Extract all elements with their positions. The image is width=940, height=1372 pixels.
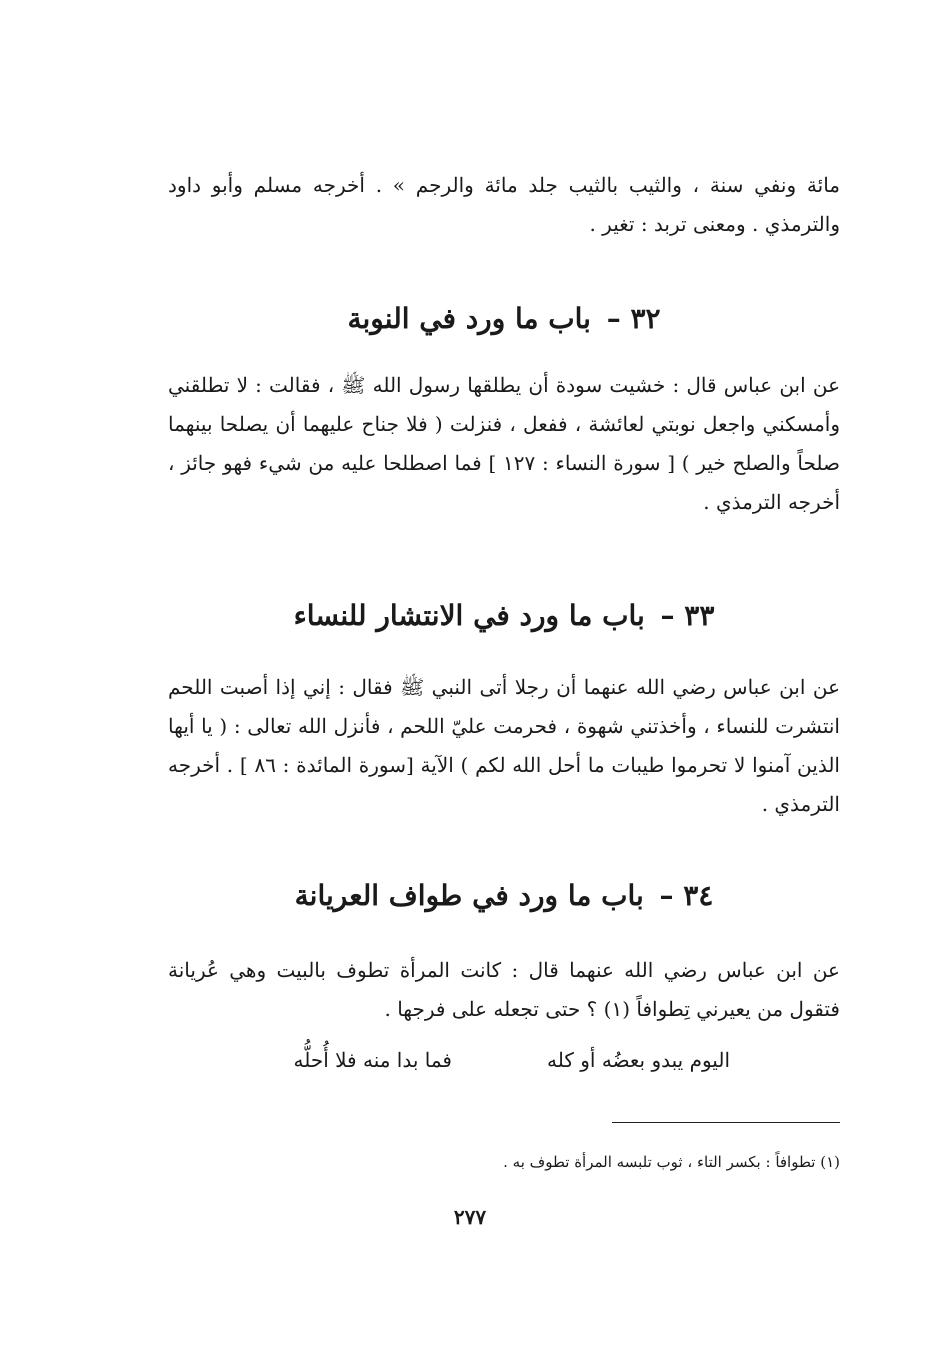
section-34-title: باب ما ورد في طواف العريانة xyxy=(294,879,644,912)
footnote-text: (١) تطوافاً : بكسر التاء ، ثوب تلبسه المرأة تطوف به . xyxy=(503,1153,840,1171)
intro-text: مائة ونفي سنة ، والثيب بالثيب جلد مائة والرجم » . أخرجه مسلم وأبو داود والترمذي . ومعنى تربد : تغير . xyxy=(168,173,840,236)
section-32-text: عن ابن عباس قال : خشيت سودة أن يطلقها رسول الله ﷺ ، فقالت : لا تطلقني وأمسكني واجعل نوبتي لعائشة ، ففعل ، فنزلت ( فلا جناح عليهما أن يصلحا بينهما صلحاً والصلح خير ) [ سورة النساء : ١٢٧ ] فما اصطلحا عليه من شيء فهو جائز ، أخرجه الترمذي . xyxy=(168,373,841,514)
verse-first-hemistich: اليوم يبدو بعضُه أو كله xyxy=(547,1048,730,1072)
page-number: ٢٧٧ xyxy=(453,1205,487,1229)
section-32-body xyxy=(168,366,840,522)
section-32-title: باب ما ورد في النوبة xyxy=(347,302,591,335)
section-33-body xyxy=(168,668,840,824)
section-33-number: ٣٣ – xyxy=(660,599,715,632)
footnote-separator xyxy=(612,1122,840,1123)
section-33-title: باب ما ورد في الانتشار للنساء xyxy=(293,599,645,632)
section-32-number: ٣٢ – xyxy=(606,302,661,335)
section-32-heading xyxy=(168,299,840,339)
section-34-text: عن ابن عباس رضي الله عنهما قال : كانت المرأة تطوف بالبيت وهي عُريانة فتقول من يعيرني تِطوافاً (١) ؟ حتى تجعله على فرجها . xyxy=(168,958,840,1021)
section-33-text: عن ابن عباس رضي الله عنهما أن رجلا أتى النبي ﷺ فقال : إني إذا أصبت اللحم انتشرت للنساء ، وأخذتني شهوة ، فحرمت عليّ اللحم ، فأنزل الله تعالى : ( يا أيها الذين آمنوا لا تحرموا طيبات ما أحل الله لكم ) الآية [سورة المائدة : ٨٦ ] . أخرجه الترمذي . xyxy=(168,675,840,816)
poetry-verse xyxy=(168,1040,840,1080)
section-34-body xyxy=(168,951,840,1029)
section-34-heading xyxy=(168,876,840,916)
section-34-number: ٣٤ – xyxy=(659,879,714,912)
footnote xyxy=(168,1147,840,1177)
verse-second-hemistich: فما بدا منه فلا أُحلُّه xyxy=(293,1048,452,1072)
section-33-heading xyxy=(168,596,840,636)
intro-paragraph xyxy=(168,166,840,244)
